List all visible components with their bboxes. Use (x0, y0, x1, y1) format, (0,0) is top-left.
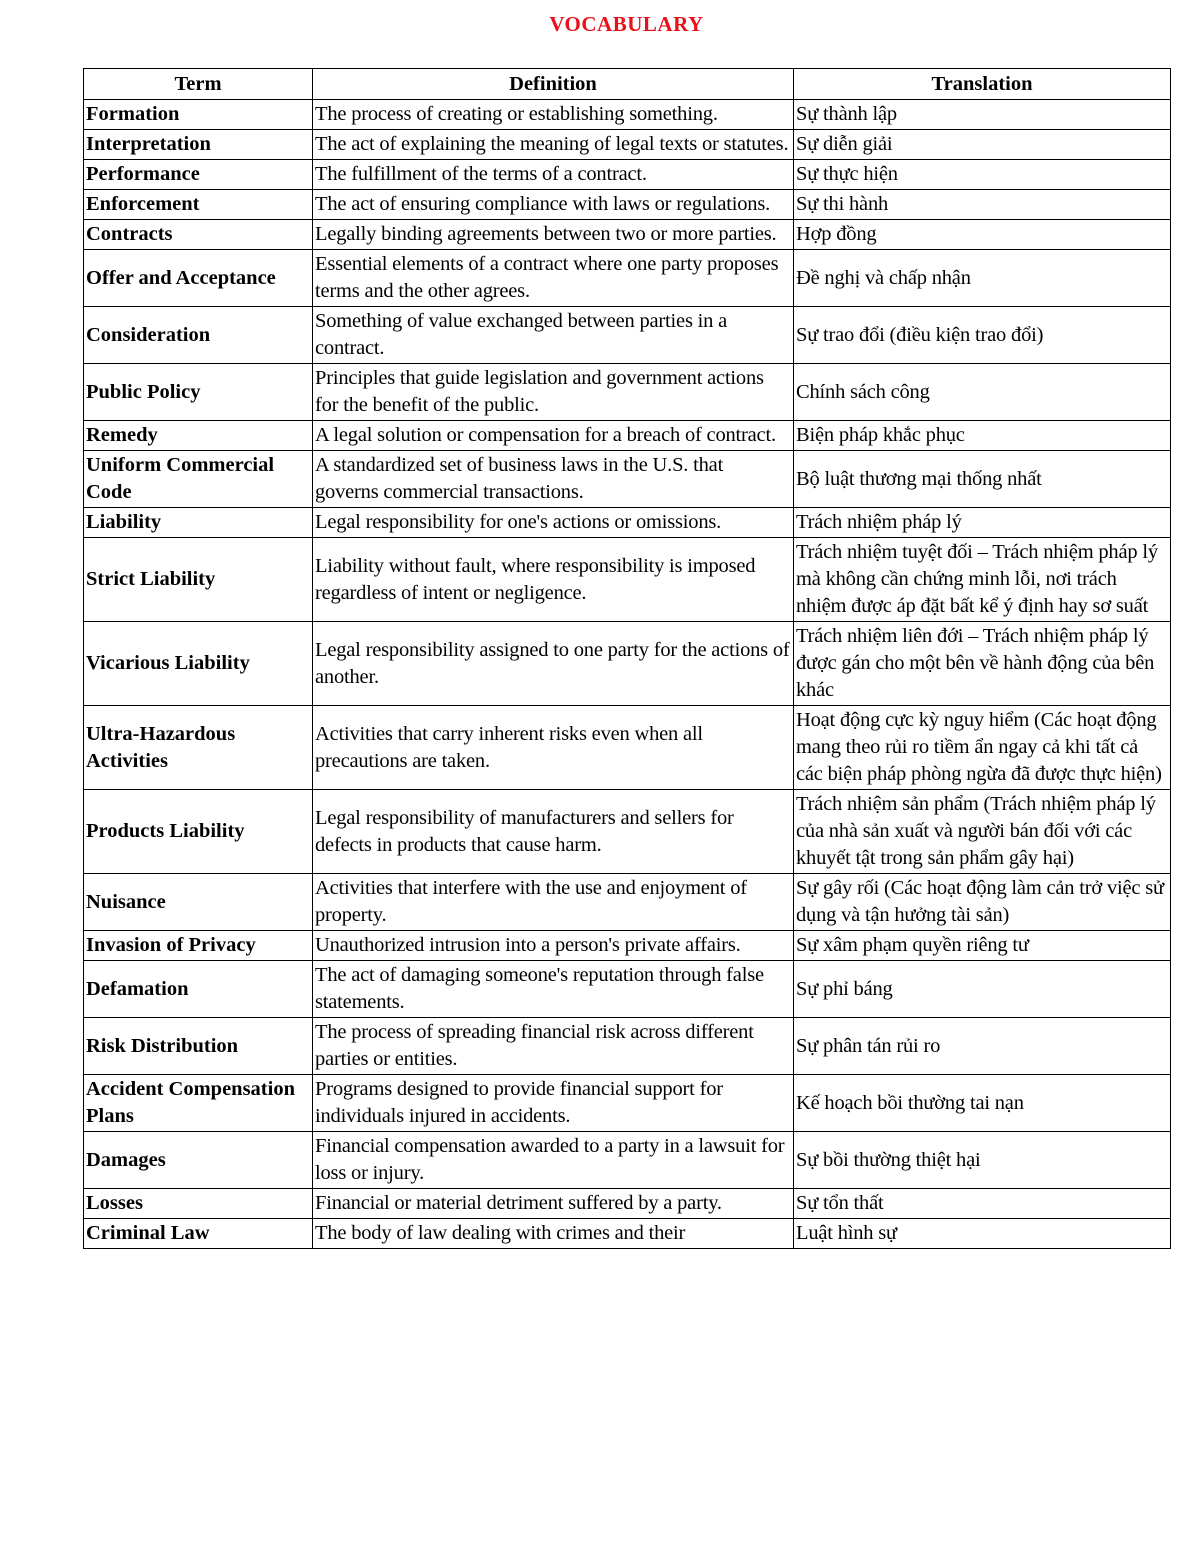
term-cell: Vicarious Liability (84, 622, 313, 706)
translation-cell: Trách nhiệm tuyệt đối – Trách nhiệm pháp lý mà không cần chứng minh lỗi, nơi trách nhiệm được áp đặt bất kể ý định hay sơ suất (794, 538, 1171, 622)
table-row (84, 364, 1171, 421)
definition-cell: Legal responsibility assigned to one party for the actions of another. (313, 622, 794, 706)
definition-cell: The fulfillment of the terms of a contract. (313, 160, 794, 190)
term-cell: Products Liability (84, 790, 313, 874)
table-row (84, 1075, 1171, 1132)
table-row (84, 1219, 1171, 1249)
translation-cell: Hoạt động cực kỳ nguy hiểm (Các hoạt động mang theo rủi ro tiềm ẩn ngay cả khi tất cả các biện pháp phòng ngừa đã được thực hiện) (794, 706, 1171, 790)
table-row (84, 451, 1171, 508)
table-row (84, 130, 1171, 160)
term-cell: Ultra-Hazardous Activities (84, 706, 313, 790)
translation-cell: Sự bồi thường thiệt hại (794, 1132, 1171, 1189)
term-cell: Defamation (84, 961, 313, 1018)
translation-cell: Trách nhiệm sản phẩm (Trách nhiệm pháp lý của nhà sản xuất và người bán đối với các khuyết tật trong sản phẩm gây hại) (794, 790, 1171, 874)
term-cell: Invasion of Privacy (84, 931, 313, 961)
term-cell: Accident Compensation Plans (84, 1075, 313, 1132)
translation-cell: Sự phân tán rủi ro (794, 1018, 1171, 1075)
translation-cell: Đề nghị và chấp nhận (794, 250, 1171, 307)
translation-cell: Sự gây rối (Các hoạt động làm cản trở việc sử dụng và tận hưởng tài sản) (794, 874, 1171, 931)
definition-cell: Financial compensation awarded to a party in a lawsuit for loss or injury. (313, 1132, 794, 1189)
definition-cell: The act of ensuring compliance with laws or regulations. (313, 190, 794, 220)
column-header-translation: Translation (794, 69, 1171, 100)
definition-cell: Legal responsibility of manufacturers and sellers for defects in products that cause harm. (313, 790, 794, 874)
definition-cell: Activities that interfere with the use and enjoyment of property. (313, 874, 794, 931)
table-row (84, 961, 1171, 1018)
term-cell: Interpretation (84, 130, 313, 160)
column-header-definition: Definition (313, 69, 794, 100)
definition-cell: Legally binding agreements between two or more parties. (313, 220, 794, 250)
term-cell: Contracts (84, 220, 313, 250)
definition-cell: The act of explaining the meaning of legal texts or statutes. (313, 130, 794, 160)
definition-cell: The process of creating or establishing something. (313, 100, 794, 130)
term-cell: Strict Liability (84, 538, 313, 622)
definition-cell: Principles that guide legislation and government actions for the benefit of the public. (313, 364, 794, 421)
definition-cell: The process of spreading financial risk across different parties or entities. (313, 1018, 794, 1075)
definition-cell: Liability without fault, where responsibility is imposed regardless of intent or negligence. (313, 538, 794, 622)
translation-cell: Sự diễn giải (794, 130, 1171, 160)
table-row (84, 1189, 1171, 1219)
definition-cell: Activities that carry inherent risks even when all precautions are taken. (313, 706, 794, 790)
term-cell: Losses (84, 1189, 313, 1219)
table-row (84, 160, 1171, 190)
definition-cell: Something of value exchanged between parties in a contract. (313, 307, 794, 364)
term-cell: Performance (84, 160, 313, 190)
definition-cell: Legal responsibility for one's actions or omissions. (313, 508, 794, 538)
page-title: VOCABULARY (549, 12, 704, 36)
table-header-row (84, 69, 1171, 100)
table-row (84, 790, 1171, 874)
term-cell: Formation (84, 100, 313, 130)
translation-cell: Biện pháp khắc phục (794, 421, 1171, 451)
term-cell: Damages (84, 1132, 313, 1189)
translation-cell: Sự thi hành (794, 190, 1171, 220)
definition-cell: The act of damaging someone's reputation through false statements. (313, 961, 794, 1018)
table-row (84, 250, 1171, 307)
definition-cell: The body of law dealing with crimes and their (313, 1219, 794, 1249)
table-row (84, 307, 1171, 364)
translation-cell: Trách nhiệm pháp lý (794, 508, 1171, 538)
term-cell: Enforcement (84, 190, 313, 220)
definition-cell: Financial or material detriment suffered by a party. (313, 1189, 794, 1219)
term-cell: Nuisance (84, 874, 313, 931)
table-row (84, 622, 1171, 706)
table-row (84, 100, 1171, 130)
term-cell: Remedy (84, 421, 313, 451)
term-cell: Consideration (84, 307, 313, 364)
table-row (84, 421, 1171, 451)
table-row (84, 1132, 1171, 1189)
term-cell: Public Policy (84, 364, 313, 421)
term-cell: Liability (84, 508, 313, 538)
table-row (84, 874, 1171, 931)
table-row (84, 508, 1171, 538)
definition-cell: Programs designed to provide financial support for individuals injured in accidents. (313, 1075, 794, 1132)
definition-cell: Essential elements of a contract where one party proposes terms and the other agrees. (313, 250, 794, 307)
translation-cell: Sự trao đổi (điều kiện trao đổi) (794, 307, 1171, 364)
definition-cell: Unauthorized intrusion into a person's private affairs. (313, 931, 794, 961)
translation-cell: Sự phỉ báng (794, 961, 1171, 1018)
table-row (84, 1018, 1171, 1075)
translation-cell: Sự thực hiện (794, 160, 1171, 190)
translation-cell: Chính sách công (794, 364, 1171, 421)
translation-cell: Sự xâm phạm quyền riêng tư (794, 931, 1171, 961)
table-row (84, 706, 1171, 790)
table-row (84, 538, 1171, 622)
translation-cell: Luật hình sự (794, 1219, 1171, 1249)
definition-cell: A standardized set of business laws in the U.S. that governs commercial transactions. (313, 451, 794, 508)
vocabulary-table (83, 68, 1171, 1249)
term-cell: Uniform Commercial Code (84, 451, 313, 508)
term-cell: Offer and Acceptance (84, 250, 313, 307)
column-header-term: Term (84, 69, 313, 100)
translation-cell: Kế hoạch bồi thường tai nạn (794, 1075, 1171, 1132)
definition-cell: A legal solution or compensation for a breach of contract. (313, 421, 794, 451)
translation-cell: Sự tổn thất (794, 1189, 1171, 1219)
table-row (84, 220, 1171, 250)
term-cell: Criminal Law (84, 1219, 313, 1249)
table-row (84, 190, 1171, 220)
translation-cell: Hợp đồng (794, 220, 1171, 250)
translation-cell: Bộ luật thương mại thống nhất (794, 451, 1171, 508)
translation-cell: Trách nhiệm liên đới – Trách nhiệm pháp lý được gán cho một bên về hành động của bên khác (794, 622, 1171, 706)
translation-cell: Sự thành lập (794, 100, 1171, 130)
term-cell: Risk Distribution (84, 1018, 313, 1075)
table-row (84, 931, 1171, 961)
